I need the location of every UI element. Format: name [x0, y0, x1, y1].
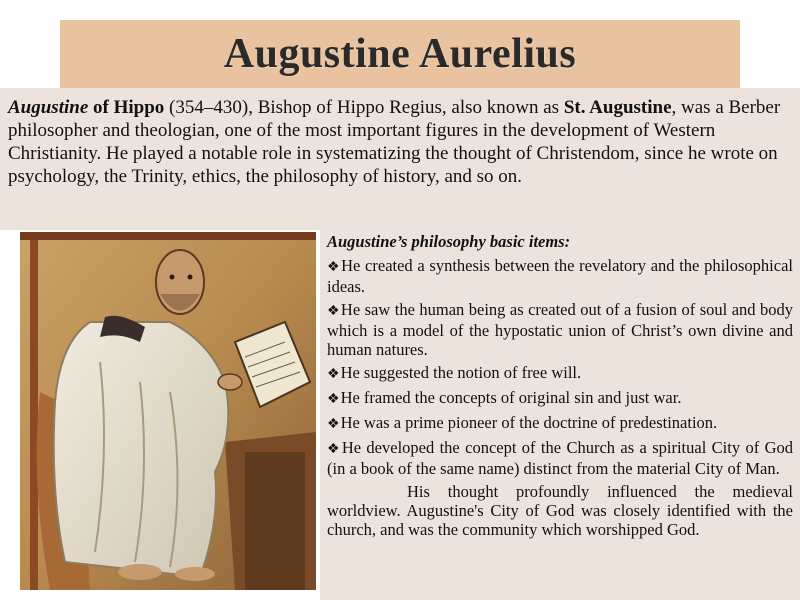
list-item	[327, 413, 793, 434]
list-item	[327, 363, 793, 384]
augustine-portrait-image	[20, 232, 316, 590]
intro-text-1: (354–430), Bishop of Hippo Regius, also known as	[164, 97, 564, 118]
list-item-text: He was a prime pioneer of the doctrine of predestination.	[340, 413, 718, 432]
list-item	[327, 438, 793, 478]
list-item	[327, 300, 793, 359]
bullet-icon: ❖	[327, 417, 340, 432]
list-item	[327, 388, 793, 409]
bullet-icon: ❖	[327, 260, 341, 275]
list-item-text: He saw the human being as created out of a fusion of soul and body which is a model of the hypostatic union of Christ’s own divine and human natures.	[327, 300, 793, 359]
intro-name-first: Augustine	[8, 97, 89, 118]
page-title: Augustine Aurelius	[223, 31, 577, 77]
philosophy-list	[327, 256, 793, 478]
list-item-text: He suggested the notion of free will.	[340, 363, 582, 382]
title-banner	[60, 20, 740, 88]
list-item-text: He developed the concept of the Church as a spiritual City of God (in a book of the same name) distinct from the material City of Man.	[327, 438, 793, 478]
list-item-text: He framed the concepts of original sin and just war.	[340, 388, 682, 407]
bullet-icon: ❖	[327, 367, 340, 382]
intro-alias: St. Augustine	[563, 97, 672, 118]
bullet-icon: ❖	[327, 392, 340, 407]
philosophy-heading: Augustine’s philosophy basic items:	[327, 232, 571, 251]
closing-paragraph: His thought profoundly influenced the medieval worldview. Augustine's City of God was closely identified with the church, and was the community which worshipped God.	[327, 482, 793, 539]
list-item-text: He created a synthesis between the revelatory and the philosophical ideas.	[327, 256, 793, 296]
intro-text-2: , was a Berber philosopher and theologian, one of the most important figures in the development of Western Christianity. He played a notable role in systematizing the thought of Christendom, since he wrote on psychology, the Trinity, ethics, the philosophy of history, and so on.	[8, 97, 781, 187]
intro-name-rest: of Hippo	[88, 97, 165, 118]
portrait-fresco-icon	[20, 232, 316, 590]
list-item	[327, 256, 793, 296]
philosophy-section	[327, 232, 793, 539]
bullet-icon: ❖	[327, 442, 341, 457]
bullet-icon: ❖	[327, 304, 340, 319]
intro-paragraph	[8, 96, 794, 188]
